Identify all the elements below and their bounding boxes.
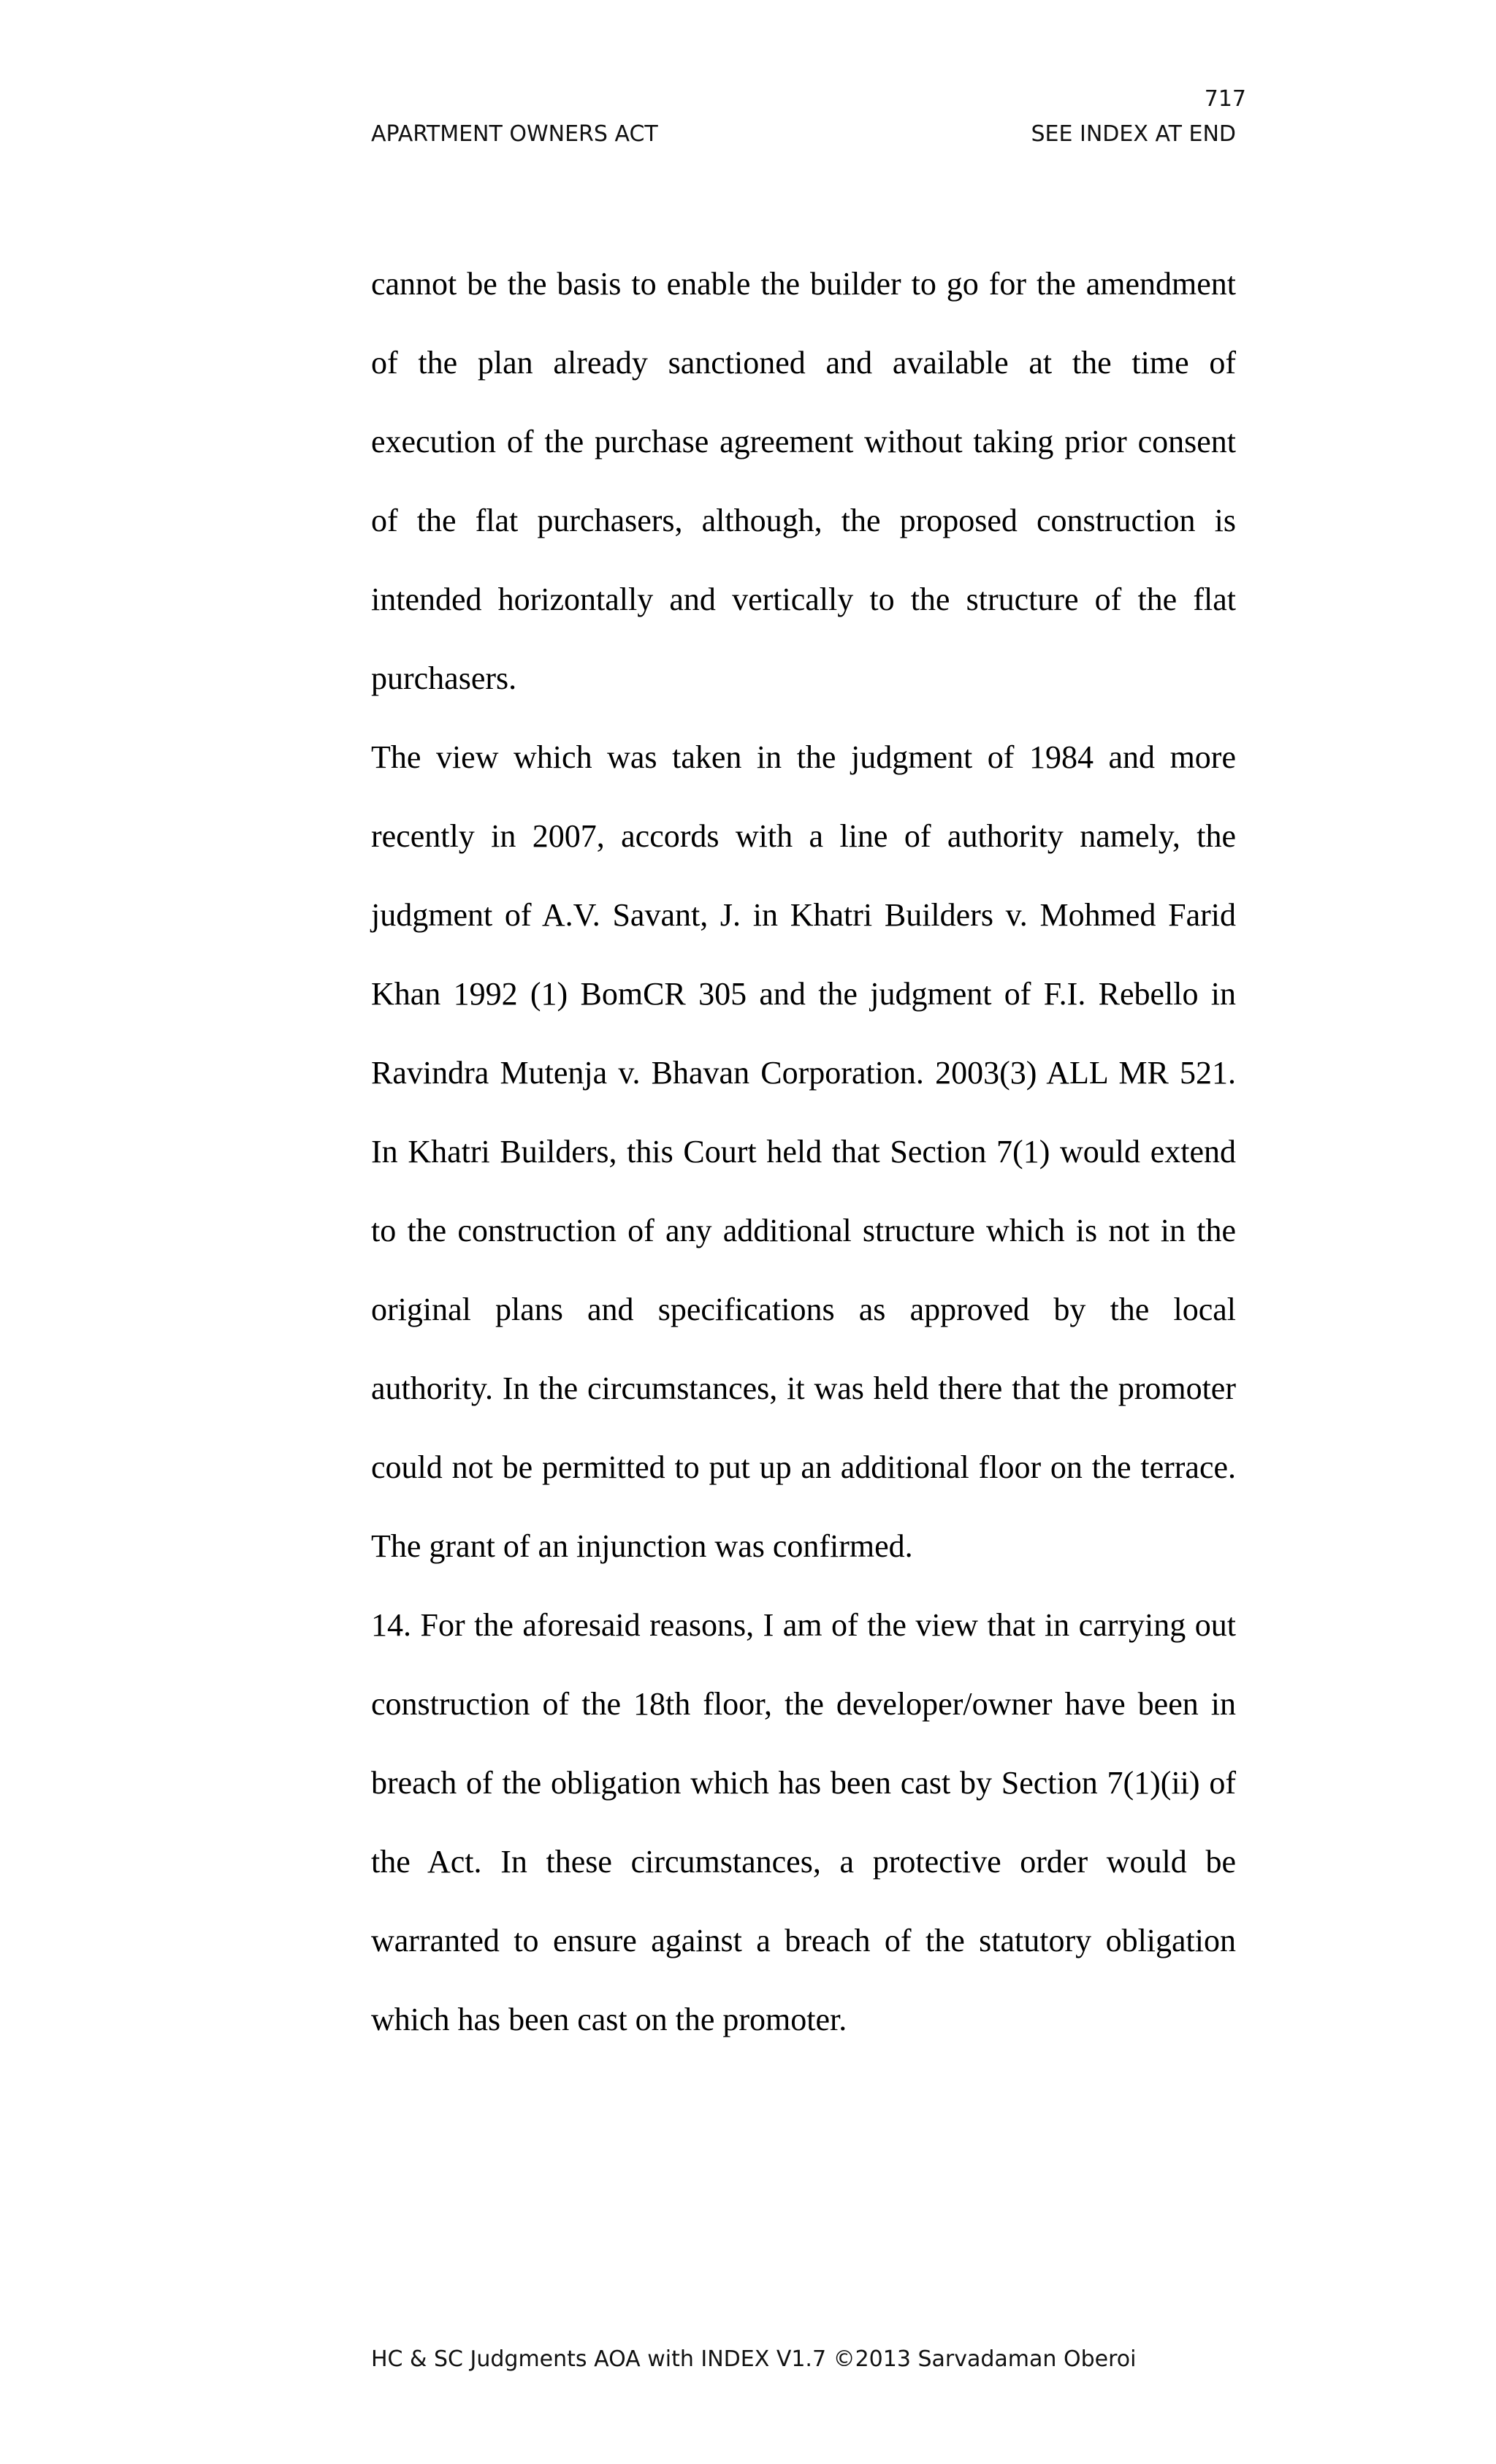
running-header: [371, 121, 1236, 148]
document-body: [371, 245, 1236, 2059]
header-index-note: SEE INDEX AT END: [1031, 121, 1236, 147]
paragraph-authority: The view which was taken in the judgment of 1984 and more recently in 2007, accords with a line of authority namely, the judgment of A.V. Savant, J. in Khatri Builders v. Mohmed Farid Khan 1992 (1) BomCR 305 and the judgment of F.I. Rebello in Ravindra Mutenja v. Bhavan Corporation. 2003(3) ALL MR 521. In Khatri Builders, this Court held that Section 7(1) would extend to the construction of any additional structure which is not in the original plans and specifications as approved by the local authority. In the circumstances, it was held there that the promoter could not be permitted to put up an additional floor on the terrace. The grant of an injunction was confirmed.: [371, 739, 1236, 1564]
header-title: APARTMENT OWNERS ACT: [371, 121, 658, 147]
paragraph-14: 14. For the aforesaid reasons, I am of the view that in carrying out construction of the 18th floor, the developer/owner have been in breach of the obligation which has been cast by Section 7(1)(ii) of the Act. In these circumstances, a protective order would be warranted to ensure against a breach of the statutory obligation which has been cast on the promoter.: [371, 1607, 1236, 2037]
paragraph-continuation: cannot be the basis to enable the builder to go for the amendment of the plan already sanctioned and available at the time of execution of the purchase agreement without taking prior consent of the flat purchasers, although, the proposed construction is intended horizontally and vertically to the structure of the flat purchasers.: [371, 266, 1236, 696]
page-number: 717: [1204, 86, 1246, 112]
page-footer: HC & SC Judgments AOA with INDEX V1.7 ©2013 Sarvadaman Oberoi: [371, 2346, 1137, 2372]
